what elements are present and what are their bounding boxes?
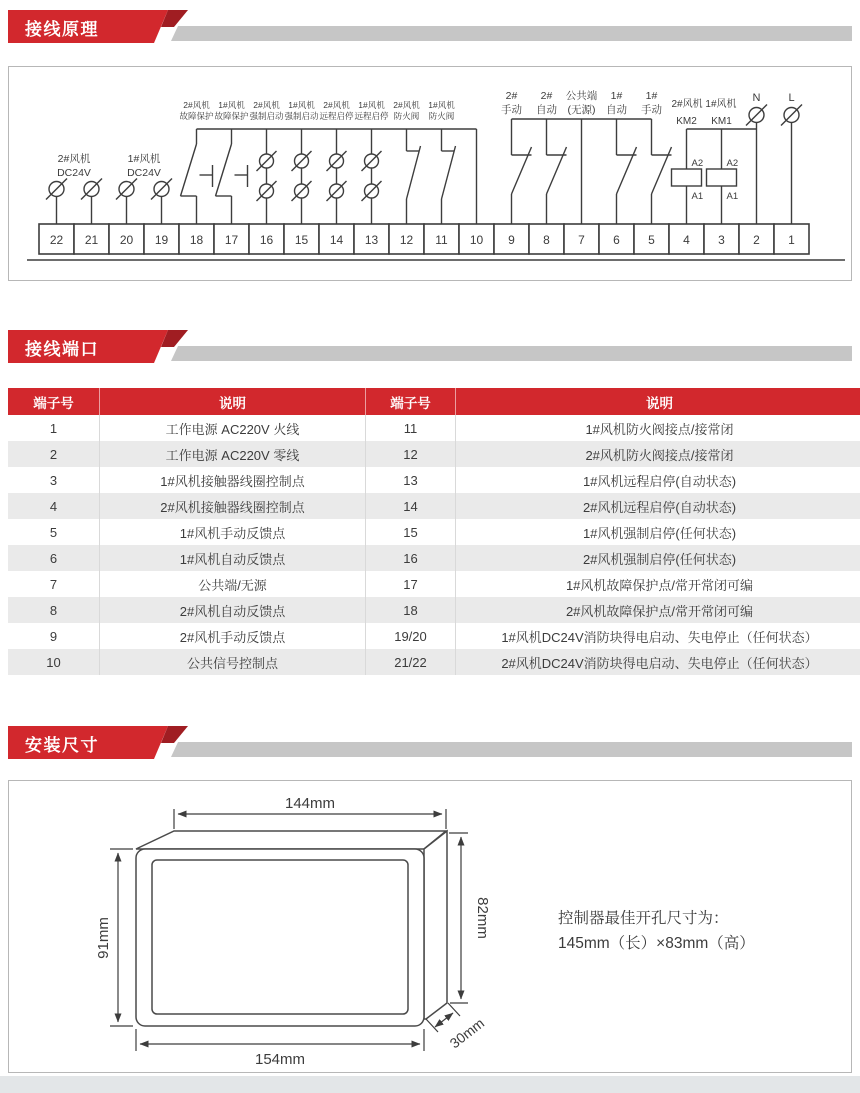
terminal-cell: 12 (366, 441, 456, 467)
terminal-20-symbol (116, 179, 137, 225)
svg-text:自动: 自动 (606, 104, 627, 116)
svg-text:手动: 手动 (501, 104, 522, 116)
terminal-16-symbol (257, 129, 277, 224)
terminal-cell: 10 (8, 649, 100, 675)
col-header-description-1: 说明 (100, 388, 366, 415)
terminal-cell: 16 (366, 545, 456, 571)
col-header-description-2: 说明 (456, 388, 860, 415)
terminal-12-symbol (407, 129, 421, 224)
svg-text:6: 6 (613, 233, 620, 247)
svg-text:2#风机 1#风机: 2#风机 1#风机 (671, 99, 737, 110)
svg-text:7: 7 (578, 233, 585, 247)
svg-text:远程启停: 远程启停 (354, 111, 389, 121)
dim-label-top: 144mm (284, 795, 336, 812)
svg-text:故障保护: 故障保护 (179, 111, 214, 121)
dim-bottom-width (136, 1029, 424, 1051)
terminal-11-symbol (442, 129, 456, 224)
svg-text:A1: A1 (691, 191, 704, 202)
svg-text:N: N (752, 92, 761, 104)
terminal-cell: 6 (8, 545, 100, 571)
dim-top-width (174, 809, 446, 829)
svg-text:1#: 1# (610, 90, 623, 102)
table-header-row (8, 388, 860, 415)
svg-text:4: 4 (683, 233, 690, 247)
terminal-20-label (127, 152, 161, 179)
svg-text:手动: 手动 (641, 104, 662, 116)
dim-label-depth: 30mm (446, 1014, 488, 1052)
terminal-17-label (214, 100, 249, 121)
terminal-cell: 9 (8, 623, 100, 649)
terminal-cell: 3 (8, 467, 100, 493)
svg-text:12: 12 (399, 233, 414, 247)
description-cell: 1#风机故障保护点/常开常闭可编 (565, 577, 754, 593)
terminal-9-symbol (512, 119, 532, 224)
terminal-cell: 13 (366, 467, 456, 493)
svg-text:1: 1 (788, 233, 795, 247)
terminal-cell: 17 (366, 571, 456, 597)
terminal-cell: 19/20 (366, 623, 456, 649)
terminal-15-symbol (292, 129, 312, 224)
svg-text:故障保护: 故障保护 (214, 111, 249, 121)
terminal-4-label (671, 97, 736, 110)
terminal-9-label (501, 90, 522, 116)
svg-text:18: 18 (189, 233, 204, 247)
description-cell: 1#风机DC24V消防块得电启动、失电停止（任何状态） (501, 629, 818, 645)
description-cell: 2#风机接触器线圈控制点 (100, 493, 366, 519)
description-cell: 公共端/无源 (100, 571, 366, 597)
terminal-16-label (249, 100, 284, 121)
terminal-14-label (319, 100, 354, 121)
table-row (8, 467, 860, 493)
terminal-21-symbol (81, 179, 102, 225)
svg-text:22: 22 (49, 233, 64, 247)
section-header-wiring-principle (8, 10, 852, 43)
terminal-11-label (428, 100, 455, 121)
wiring-diagram (9, 67, 851, 280)
description-cell: 1#风机强制启停(任何状态) (582, 525, 737, 541)
terminal-cell: 8 (8, 597, 100, 623)
svg-text:2: 2 (753, 233, 760, 247)
description-cell: 2#风机手动反馈点 (100, 623, 366, 649)
terminal-2-symbol (746, 105, 767, 225)
table-row (8, 493, 860, 519)
svg-text:8: 8 (543, 233, 550, 247)
svg-text:2#: 2# (540, 90, 553, 102)
col-header-terminal-2: 端子号 (366, 388, 456, 415)
svg-text:9: 9 (508, 233, 515, 247)
svg-text:17: 17 (224, 233, 239, 247)
description-cell: 1#风机接触器线圈控制点 (100, 467, 366, 493)
terminal-15-label (284, 100, 319, 121)
svg-text:3: 3 (718, 233, 725, 247)
svg-text:强制启动: 强制启动 (284, 111, 319, 121)
table-row (8, 415, 860, 441)
svg-text:10: 10 (469, 233, 484, 247)
banner-gray-bar (166, 346, 852, 361)
svg-text:1#风机: 1#风机 (218, 100, 245, 110)
svg-text:(无源): (无源) (567, 104, 596, 116)
svg-text:防火阀: 防火阀 (428, 111, 455, 121)
description-cell: 1#风机防火阀接点/接常闭 (585, 421, 734, 437)
svg-text:防火阀: 防火阀 (393, 111, 420, 121)
terminal-cell: 11 (366, 415, 456, 441)
section-title: 安装尺寸 (25, 736, 99, 755)
svg-text:DC24V: DC24V (127, 167, 161, 179)
terminal-5-symbol (652, 119, 672, 224)
svg-text:16: 16 (259, 233, 274, 247)
svg-text:1#: 1# (645, 90, 658, 102)
dimension-drawing-box (8, 780, 852, 1073)
svg-text:KM1: KM1 (711, 116, 732, 127)
svg-text:1#风机: 1#风机 (358, 100, 385, 110)
cutout-note-line2: 145mm（长）×83mm（高） (558, 935, 755, 952)
svg-text:A1: A1 (726, 191, 739, 202)
dim-left-height (110, 849, 133, 1026)
table-row (8, 571, 860, 597)
svg-text:15: 15 (294, 233, 309, 247)
cutout-note-line1: 控制器最佳开孔尺寸为： (558, 910, 729, 927)
description-cell: 2#风机防火阀接点/接常闭 (456, 441, 860, 467)
svg-text:2#风机: 2#风机 (57, 153, 91, 165)
terminal-cell: 4 (8, 493, 100, 519)
banner-gray-bar (166, 742, 852, 757)
dim-right-height (449, 833, 468, 1003)
terminal-8-label (536, 90, 557, 116)
terminal-1-symbol (781, 105, 802, 225)
section-title: 接线原理 (25, 20, 99, 39)
terminal-3-symbol (707, 116, 739, 224)
table-row (8, 597, 860, 623)
dim-label-bottom: 154mm (254, 1051, 306, 1068)
svg-text:DC24V: DC24V (57, 167, 91, 179)
description-cell: 1#风机手动反馈点 (100, 519, 366, 545)
svg-text:强制启动: 强制启动 (249, 111, 284, 121)
col-header-terminal-1: 端子号 (8, 388, 100, 415)
terminal-6-symbol (617, 119, 637, 224)
svg-text:19: 19 (154, 233, 169, 247)
svg-text:A2: A2 (726, 158, 739, 169)
terminal-2-label (753, 92, 761, 104)
terminal-8-symbol (547, 119, 567, 224)
svg-text:2#: 2# (505, 90, 518, 102)
terminal-6-label (606, 90, 627, 116)
terminal-cell: 7 (8, 571, 100, 597)
terminal-1-label (788, 92, 794, 104)
cutout-note (558, 909, 755, 952)
svg-text:11: 11 (435, 233, 448, 247)
description-cell: 1#风机自动反馈点 (100, 545, 366, 571)
terminal-cell: 2 (8, 441, 100, 467)
table-row (8, 649, 860, 675)
table-row (8, 545, 860, 571)
dimension-drawing (9, 781, 851, 1072)
svg-text:1#风机: 1#风机 (428, 100, 455, 110)
description-cell: 2#风机强制启停(任何状态) (456, 545, 860, 571)
svg-text:21: 21 (84, 233, 99, 247)
table-row (8, 519, 860, 545)
terminal-strip (27, 224, 845, 260)
terminal-cell: 18 (366, 597, 456, 623)
wiring-diagram-box (8, 66, 852, 281)
description-cell: 1#风机远程启停(自动状态) (582, 473, 737, 489)
svg-text:公共端: 公共端 (565, 90, 598, 102)
terminal-13-symbol (362, 129, 382, 224)
terminal-4-symbol (672, 116, 704, 224)
svg-text:KM2: KM2 (676, 116, 697, 127)
port-table (8, 388, 860, 675)
description-cell: 2#风机远程启停(自动状态) (456, 493, 860, 519)
terminal-18-label (179, 100, 214, 121)
svg-text:14: 14 (329, 233, 344, 247)
svg-text:1#风机: 1#风机 (288, 100, 315, 110)
terminal-5-label (641, 90, 662, 116)
panel-top-face (136, 831, 446, 849)
section-header-dimensions (8, 726, 852, 759)
terminal-cell: 5 (8, 519, 100, 545)
description-cell: 工作电源 AC220V 火线 (100, 415, 366, 441)
svg-text:2#风机: 2#风机 (393, 100, 420, 110)
svg-text:13: 13 (364, 233, 379, 247)
terminal-19-symbol (151, 179, 172, 225)
terminal-cell: 21/22 (366, 649, 456, 675)
panel-front-inner (152, 860, 408, 1014)
section-header-wiring-ports (8, 330, 852, 363)
svg-text:20: 20 (119, 233, 134, 247)
terminal-7-label (566, 89, 598, 116)
banner-gray-bar (166, 26, 852, 41)
description-cell: 工作电源 AC220V 零线 (100, 441, 366, 467)
table-row (8, 623, 860, 649)
description-cell: 2#风机故障保护点/常开常闭可编 (456, 597, 860, 623)
table-row (8, 441, 860, 467)
description-cell: 2#风机自动反馈点 (100, 597, 366, 623)
terminal-cell: 15 (366, 519, 456, 545)
terminal-22-label (57, 152, 91, 179)
svg-text:2#风机: 2#风机 (253, 100, 280, 110)
section-title: 接线端口 (25, 340, 99, 359)
svg-text:1#风机: 1#风机 (127, 153, 161, 165)
terminal-12-label (393, 100, 420, 121)
svg-text:5: 5 (648, 233, 655, 247)
terminal-18-symbol (181, 129, 213, 224)
terminal-14-symbol (327, 129, 347, 224)
terminal-17-symbol (216, 129, 248, 224)
svg-text:2#风机: 2#风机 (323, 100, 350, 110)
terminal-cell: 14 (366, 493, 456, 519)
svg-text:A2: A2 (691, 158, 704, 169)
panel-side-face (424, 831, 447, 1019)
dim-label-right: 82mm (474, 897, 491, 939)
terminal-cell: 1 (8, 415, 100, 441)
svg-text:L: L (788, 92, 795, 104)
description-cell: 公共信号控制点 (100, 649, 366, 675)
svg-text:自动: 自动 (536, 104, 557, 116)
description-cell: 2#风机DC24V消防块得电启动、失电停止（任何状态） (456, 649, 860, 675)
page-footer-strip (0, 1076, 860, 1093)
terminal-22-symbol (46, 179, 67, 225)
svg-text:远程启停: 远程启停 (319, 111, 354, 121)
svg-text:2#风机: 2#风机 (183, 100, 210, 110)
dim-label-left: 91mm (95, 917, 112, 959)
terminal-13-label (354, 100, 389, 121)
